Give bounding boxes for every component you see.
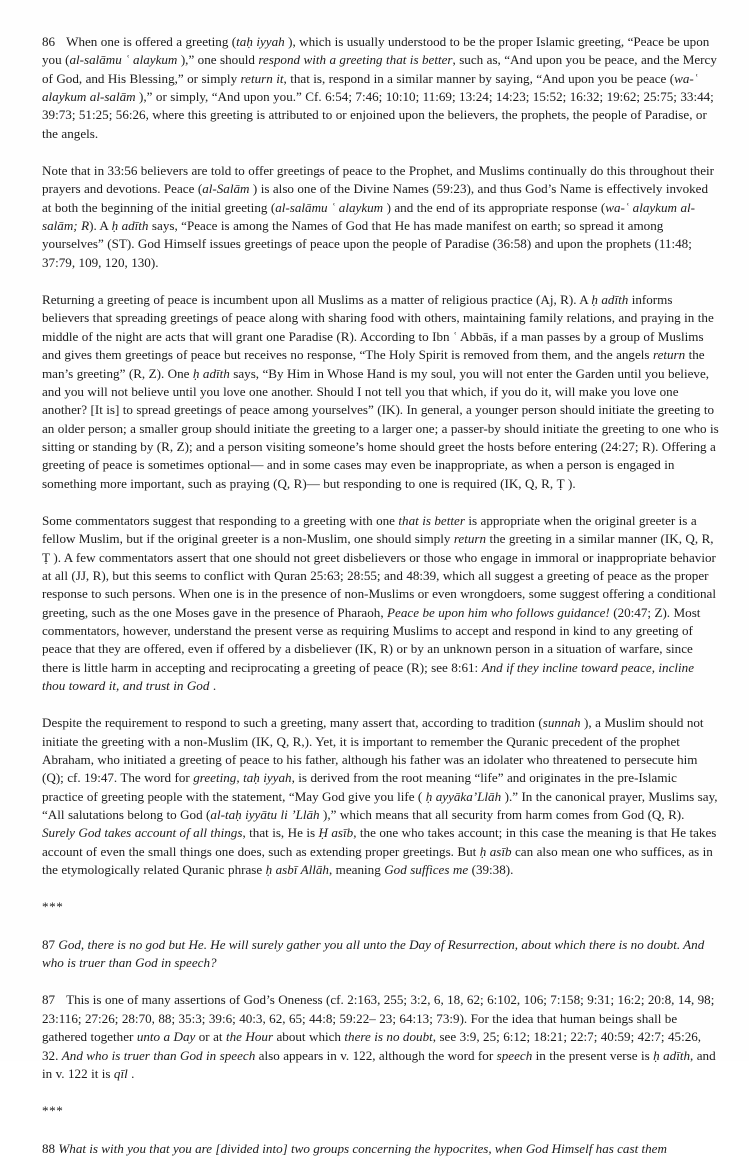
- verse-text-87: [42, 936, 720, 973]
- paragraph-commentary-86: [42, 33, 720, 143]
- paragraph-commentary-86-b: [42, 162, 720, 272]
- paragraph-commentary-86-e: [42, 714, 720, 879]
- paragraph-text: When one is offered a greeting (taḥ iyyah ), which is usually understood to be the proper Islamic greeting, “Peace be upon you (al-salāmu ʿ alaykum ),” one should respond with a greeting that is better, such as, “And upon you be peace, and the Mercy of God, and His Blessing,” or simply return it, that is, respond in a similar manner by saying, “And upon you be peace (wa-ʿ alaykum al-salām ),” or simply, “And upon you.” Cf. 6:54; 7:46; 10:10; 11:69; 13:24; 14:23; 15:52; 16:32; 19:62; 25:75; 33:44; 39:73; 51:25; 56:26, where this greeting is attributed to or enjoined upon the believers, the prophets, the people of Paradise, or the angels.: [42, 34, 717, 141]
- verse-number-86: 86: [42, 34, 56, 49]
- paragraph-commentary-86-d: [42, 512, 720, 695]
- text-column: [42, 33, 720, 1158]
- paragraph-text: This is one of many assertions of God’s Oneness (cf. 2:163, 255; 3:2, 6, 18, 62; 6:102, 106; 7:158; 9:31; 16:2; 20:8, 14, 98; 23:116; 27:26; 28:70, 88; 35:3; 39:6; 40:3, 62, 65; 44:8; 59:22– 23; 64:13; 73:9). For the idea that human beings shall be gathered together unto a Day or at the Hour about which there is no doubt, see 3:9, 25; 6:12; 18:21; 22:7; 40:59; 42:7; 45:26, 32. And who is truer than God in speech also appears in v. 122, although the word for speech in the present verse is ḥ adīth, and in v. 122 it is qīl .: [42, 992, 716, 1081]
- section-separator-1: ***: [42, 899, 64, 915]
- verse-body: What is with you that you are [divided into] two groups concerning the hypocrites, when God Himself has cast them: [58, 1140, 667, 1156]
- verse-number-87: 87: [42, 936, 56, 952]
- verse-body: God, there is no god but He. He will surely gather you all unto the Day of Resurrection, about which there is no doubt. And who is truer than God in speech?: [42, 936, 705, 971]
- verse-text-88: [42, 1140, 720, 1158]
- paragraph-text: Despite the requirement to respond to such a greeting, many assert that, according to tradition (sunnah ), a Muslim should not initiate the greeting with a non-Muslim (IK, Q, R,). Yet, it is important to remember the Quranic precedent of the prophet Abraham, who initiated a greeting of peace to his father, although his father was an idolater who threatened to persecute him (Q); cf. 19:47. The word for greeting, taḥ iyyah, is derived from the root meaning “life” and originates in the pre-Islamic practice of greeting people with the statement, “May God give you life ( ḥ ayyāka’Llāh ).” In the canonical prayer, Muslims say, “All salutations belong to God (al-taḥ iyyātu li ’Llāh ),” which means that all security from harm comes from God (Q, R). Surely God takes account of all things, that is, He is Ḥ asīb, the one who takes account; in this case the meaning is that He takes account of even the small things one does, such as extending proper greetings. But ḥ asīb can also mean one who suffices, as in the etymologically related Quranic phrase ḥ asbī Allāh, meaning God suffices me (39:38).: [42, 715, 718, 878]
- paragraph-text: Note that in 33:56 believers are told to offer greetings of peace to the Prophet, and Muslims continually do this throughout their prayers and devotions. Peace (al-Salām ) is also one of the Divine Names (59:23), and thus God’s Name is effectively invoked at both the beginning of the initial greeting (al-salāmu ʿ alaykum ) and the end of its appropriate response (wa-ʿ alaykum al-salām; R). A ḥ adīth says, “Peace is among the Names of God that He has made manifest on earth; so spread it among yourselves” (ST). God Himself issues greetings of peace upon the people of Paradise (36:58) and upon the prophets (11:48; 37:79, 109, 120, 130).: [42, 163, 714, 270]
- paragraph-commentary-86-c: [42, 291, 720, 493]
- paragraph-commentary-87: [42, 991, 720, 1083]
- verse-number-88: 88: [42, 1140, 56, 1156]
- paragraph-text: Some commentators suggest that responding to a greeting with one that is better is appropriate when the original greeter is a fellow Muslim, but if the original greeter is a non-Muslim, one should simply return the greeting in a similar manner (IK, Q, R, Ṭ ). A few commentators assert that one should not greet disbelievers or those who engage in immoral or inappropriate behavior at all (JJ, R), but this seems to conflict with Quran 25:63; 28:55; and 48:39, which all suggest a greeting of peace as the proper response to such persons. When one is in the presence of non-Muslims or even wrongdoers, some suggest offering a conditional greeting, such as the one Moses gave in the presence of Pharaoh, Peace be upon him who follows guidance! (20:47; Z). Most commentators, however, understand the present verse as requiring Muslims to accept and respond in kind to any greeting of peace that they are offered, even if offered by a disbeliever (IK, R) or by an unknown person in a situation of warfare, since there is little harm in accepting and reciprocating a greeting of peace (R); see 8:61: And if they incline toward peace, incline thou toward it, and trust in God .: [42, 512, 717, 693]
- commentary-number-87: 87: [42, 992, 56, 1008]
- paragraph-text: Returning a greeting of peace is incumbent upon all Muslims as a matter of religious practice (Aj, R). A ḥ adīth informs believers that spreading greetings of peace along with sharing food with others, maintaining family relations, and praying in the middle of the night are acts that will grant one Paradise (R). According to Ibn ʿ Abbās, if a man passes by a group of Muslims and gives them greetings of peace but receives no response, “The Holy Spirit is removed from them, and the angels return the man’s greeting” (R, Z). One ḥ adīth says, “By Him in Whose Hand is my soul, you will not enter the Garden until you believe, and you will not believe until you love one another. Should I not tell you that which, if you do it, will make you love one another? [It is] to spread greetings of peace among yourselves” (IK). In general, a younger person should initiate the greeting to an older person; a smaller group should initiate the greeting to a larger one; a passer-by should initiate the greeting to one who is sitting or standing by (R, Z); and a person visiting someone’s home should greet the hosts before entering (24:27; R). Offering a greeting of peace is sometimes optional— and in some cases may even be inappropriate, as when a person is engaged in something more important, such as praying (Q, R)— but responding to one is required (IK, Q, R, Ṭ ).: [42, 292, 719, 491]
- section-separator-2: ***: [42, 1103, 64, 1119]
